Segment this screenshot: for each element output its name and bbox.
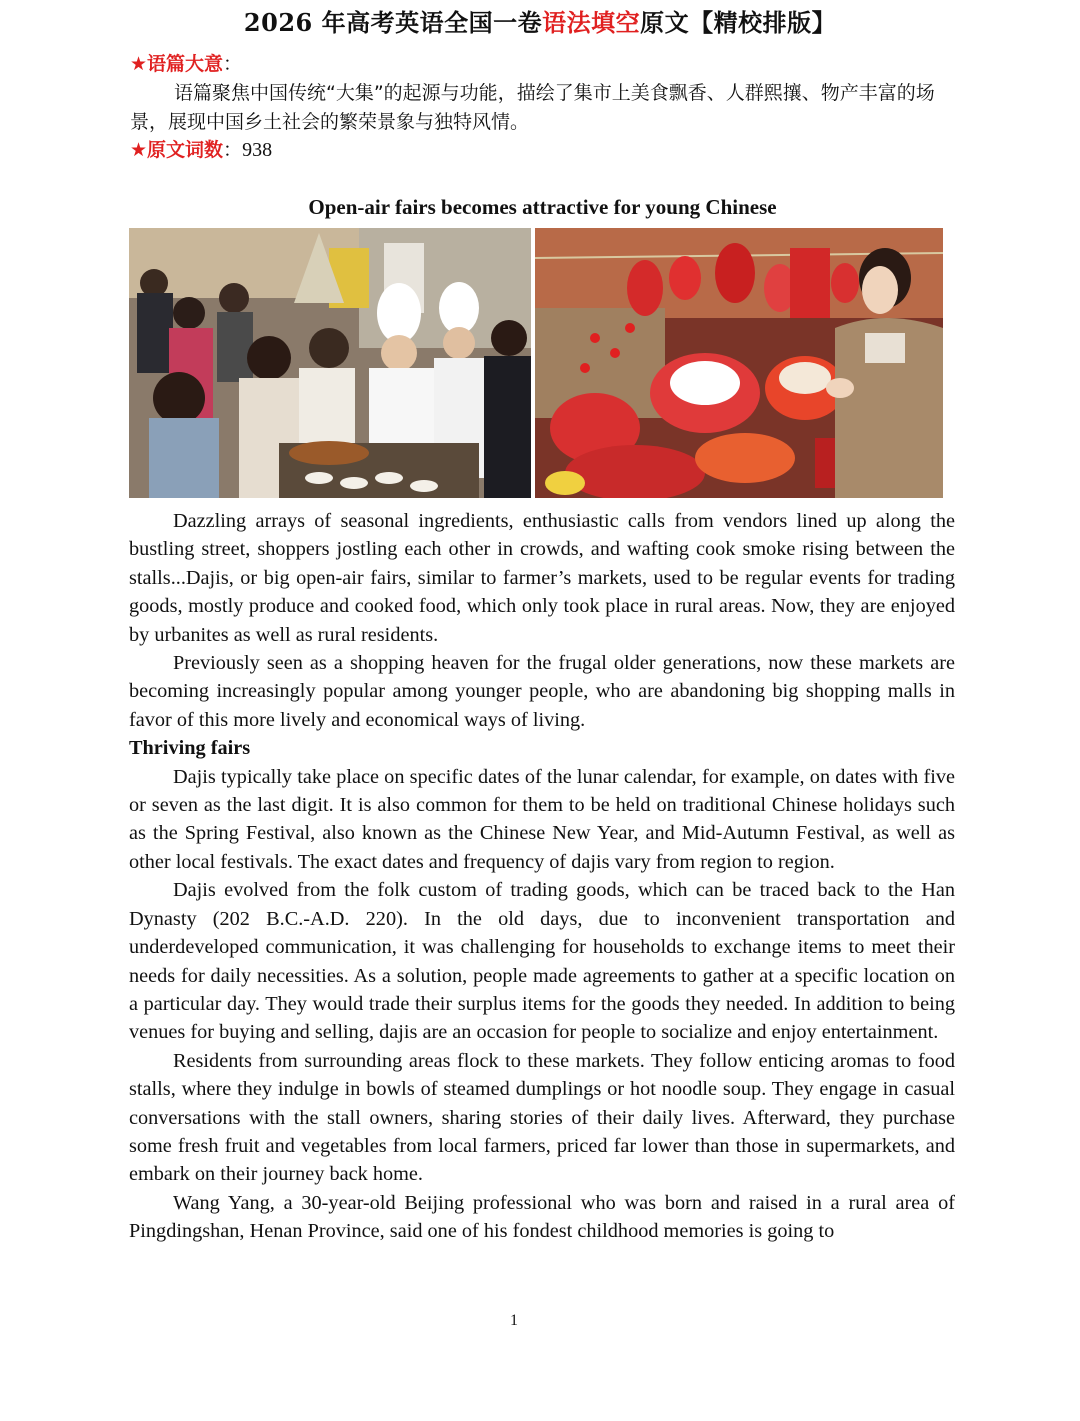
photo-food-stall [129,228,531,498]
page-title [0,6,1080,40]
page-title-suffix: 原文【精校排版】 [640,8,837,37]
photo-festive-crafts [535,228,943,498]
word-count-value: 938 [242,139,273,161]
summary-label-line [130,50,956,78]
article-paragraph: Residents from surrounding areas flock to these markets. They follow enticing aromas to food stalls, where they indulge in bowls of steamed dumplings or hot noodle soup. They engage in casual conversations with the stall owners, sharing stories of their daily lives. Afterward, they purchase some fresh fruit and vegetables from local farmers, priced far lower than those in supermarkets, and embark on their journey back home. [129,1049,955,1186]
article-paragraph: Wang Yang, a 30-year-old Beijing professional who was born and raised in a rural area of Pingdingshan, Henan Province, said one of his fondest childhood memories is going to [129,1191,955,1243]
summary-text: 语篇聚焦中国传统“大集”的起源与功能，描绘了集市上美食飘香、人群熙攘、物产丰富的场景，展现中国乡土社会的繁荣景象与独特风情。 [130,82,935,133]
article-body-intro [129,507,955,1246]
summary-colon: ： [223,53,243,75]
article-paragraph: Dajis evolved from the folk custom of trading goods, which can be traced back to the Han Dynasty (202 B.C.-A.D. 220). In the old days, due to inconvenient transportation and underdeveloped communication, it was challenging for households to exchange items to meet their needs for daily necessities. As a solution, people made agreements to gather at a specific location on a particular day. They would trade their surplus items for the goods they needed. In addition to being venues for buying and selling, dajis are an occasion for people to socialize and enjoy entertainment. [129,879,955,1044]
page-title-prefix: 2026 年高考英语全国一卷 [243,8,543,37]
page-number: 1 [510,1312,518,1329]
word-count-line [130,136,956,164]
article-paragraph: Dajis typically take place on specific dates of the lunar calendar, for example, on dates with five or seven as the last digit. It is also common for them to be held on traditional Chinese holidays such as the Spring Festival, also known as the Chinese New Year, and Mid-Autumn Festival, as well as other local festivals. The exact dates and frequency of dajis vary from region to region. [129,765,955,873]
summary-label: ★语篇大意 [130,53,224,75]
section-heading: Thriving fairs [129,737,251,760]
article-title: Open-air fairs becomes attractive for young Chinese [308,195,777,219]
article-paragraph: Dazzling arrays of seasonal ingredients, enthusiastic calls from vendors lined up along the bustling street, shoppers jostling each other in crowds, and wafting cook smoke rising between the stalls...Dajis, or big open-air fairs, similar to farmer’s markets, used to be regular events for trading goods, mostly produce and cooked food, which only took place in rural areas. Now, they are enjoyed by urbanites as well as rural residents. [129,510,955,646]
word-count-label: ★原文词数 [130,139,224,161]
word-count-colon: ： [223,139,243,161]
article-paragraph: Previously seen as a shopping heaven for the frugal older generations, now these markets are becoming increasingly popular among younger people, who are abandoning big shopping malls in favor of this more lively and economical ways of living. [129,652,955,731]
page-title-highlight: 语法填空 [542,8,641,37]
